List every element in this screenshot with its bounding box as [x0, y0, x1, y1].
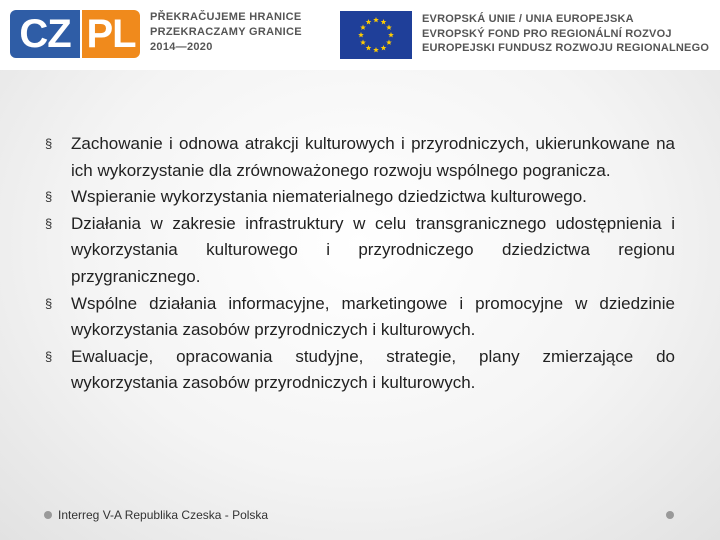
list-item	[45, 131, 675, 184]
eu-line-3: EUROPEJSKI FUNDUSZ ROZWOJU REGIONALNEGO	[422, 42, 710, 54]
eu-star-icon	[360, 40, 366, 45]
bullet-icon: §	[45, 136, 53, 151]
bullet-list	[45, 131, 675, 397]
czpl-logo-cz: CZ	[10, 10, 80, 58]
header-logos	[0, 0, 720, 70]
bullet-icon: §	[45, 189, 53, 205]
eu-star-icon	[388, 32, 394, 37]
list-item-text: Wspólne działania informacyjne, marketingowe i promocyjne w dziedzinie wykorzystania zasobów przyrodniczych i kulturowych.	[71, 293, 675, 340]
czpl-logo-pl: PL	[82, 10, 140, 58]
eu-star-icon	[366, 45, 372, 50]
list-item	[45, 344, 675, 397]
list-item	[45, 184, 675, 211]
footer-dot-icon	[666, 511, 674, 519]
eu-star-icon	[358, 32, 364, 37]
eu-line-1: EVROPSKÁ UNIE / UNIA EUROPEJSKA	[422, 13, 634, 25]
list-item-text: Ewaluacje, opracowania studyjne, strategie, plany zmierzające do wykorzystania zasobów przyrodniczych i kulturowych.	[71, 346, 675, 393]
list-item-text: Działania w zakresie infrastruktury w celu transgranicznego udostępnienia i wykorzystania kulturowego i przyrodniczego dziedzictwa regionu przygranicznego.	[71, 213, 675, 286]
list-item	[45, 211, 675, 291]
bullet-icon: §	[45, 295, 53, 311]
bullet-icon: §	[45, 215, 53, 231]
programme-slogan	[150, 10, 302, 55]
bullet-icon: §	[45, 348, 53, 364]
eu-line-2: EVROPSKÝ FOND PRO REGIONÁLNÍ ROZVOJ	[422, 27, 672, 40]
slogan-line-cz: PŘEKRAČUJEME HRANICE	[150, 11, 302, 23]
eu-flag-icon	[340, 11, 412, 59]
eu-star-icon	[373, 17, 379, 22]
slogan-line-pl: PRZEKRACZAMY GRANICE	[150, 26, 302, 38]
footer-text: Interreg V-A Republika Czeska - Polska	[58, 508, 269, 522]
czpl-logo	[10, 10, 140, 58]
eu-fund-text	[422, 12, 709, 56]
eu-star-icon	[381, 19, 387, 24]
eu-star-icon	[360, 25, 366, 30]
list-item-text: Zachowanie i odnowa atrakcji kulturowych i przyrodniczych, ukierunkowane na ich wykorzystanie dla zrównoważonego rozwoju wspólnego pogranicza.	[71, 134, 675, 180]
eu-star-icon	[366, 19, 372, 24]
eu-star-icon	[386, 25, 392, 30]
list-item-text: Wspieranie wykorzystania niematerialnego dziedzictwa kulturowego.	[71, 187, 587, 207]
list-item	[45, 291, 675, 344]
footer-dot-icon	[44, 511, 52, 519]
eu-star-icon	[386, 40, 392, 45]
slogan-years: 2014—2020	[150, 41, 213, 53]
eu-star-icon	[373, 47, 379, 52]
eu-star-icon	[381, 45, 387, 50]
